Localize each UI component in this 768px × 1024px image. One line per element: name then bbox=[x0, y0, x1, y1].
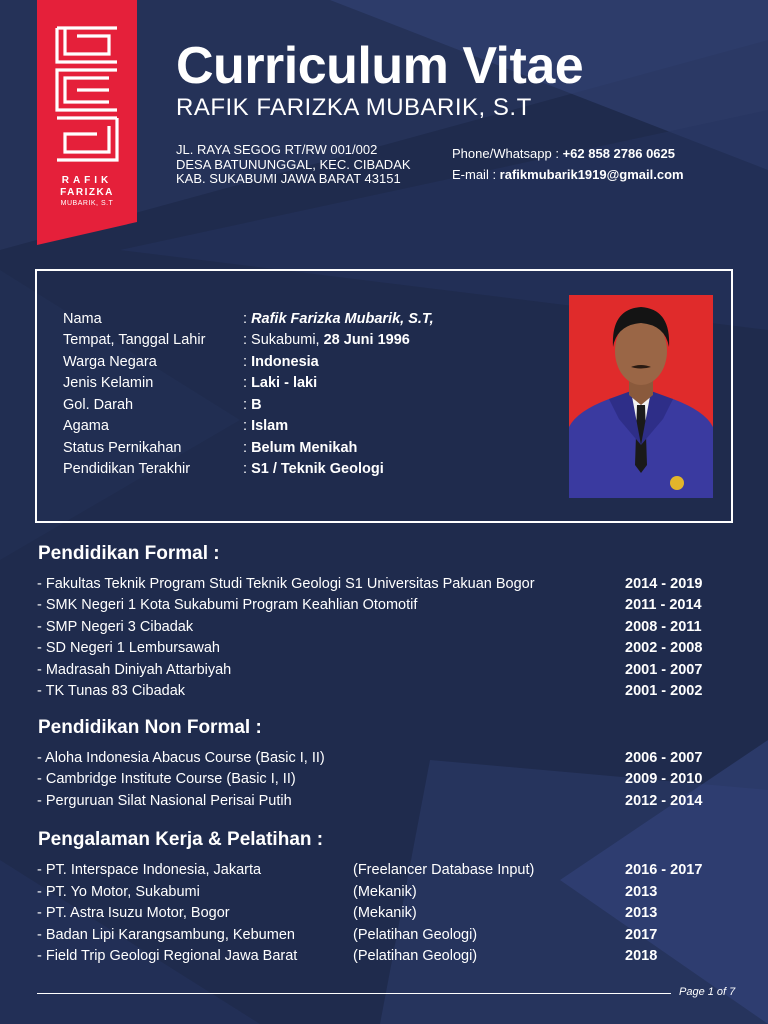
profile-label: Gol. Darah bbox=[63, 397, 134, 413]
logo-banner bbox=[37, 0, 137, 245]
profile-label: Jenis Kelamin bbox=[63, 375, 154, 391]
work-item: - PT. Interspace Indonesia, Jakarta (Freelancer Database Input) 2016 - 2017 bbox=[37, 862, 703, 878]
phone-label: Phone/Whatsapp : bbox=[452, 146, 563, 161]
profile-row-religion bbox=[63, 418, 563, 439]
work-item: - PT. Yo Motor, Sukabumi (Mekanik) 2013 bbox=[37, 884, 658, 900]
education-item: - SMP Negeri 3 Cibadak 2008 - 2011 bbox=[37, 619, 702, 635]
education-item: - SMK Negeri 1 Kota Sukabumi Program Keahlian Otomotif 2011 - 2014 bbox=[37, 597, 702, 613]
phone-line bbox=[452, 143, 684, 164]
profile-label: Warga Negara bbox=[63, 354, 157, 370]
profile-value: : Belum Menikah bbox=[243, 440, 358, 456]
profile-value: : Indonesia bbox=[243, 354, 319, 370]
email-label: E-mail : bbox=[452, 167, 500, 182]
logo-text-middle: FARIZKA bbox=[60, 187, 114, 198]
page-title: Curriculum Vitae bbox=[176, 37, 584, 95]
logo-text-last: MUBARIK, S.T bbox=[60, 200, 114, 207]
page-number: Page 1 of 7 bbox=[679, 986, 736, 998]
section-title-work: Pengalaman Kerja & Pelatihan : bbox=[38, 829, 324, 850]
work-item: - PT. Astra Isuzu Motor, Bogor (Mekanik) 2013 bbox=[37, 905, 658, 921]
course-item: - Perguruan Silat Nasional Perisai Putih 2012 - 2014 bbox=[37, 793, 703, 809]
education-item: - Fakultas Teknik Program Studi Teknik Geologi S1 Universitas Pakuan Bogor 2014 - 2019 bbox=[37, 576, 703, 592]
profile-box bbox=[35, 269, 733, 523]
profile-row-marital-status bbox=[63, 440, 563, 461]
footer-divider bbox=[37, 993, 671, 994]
course-item: - Cambridge Institute Course (Basic I, II) 2009 - 2010 bbox=[37, 771, 703, 787]
phone-value: +62 858 2786 0625 bbox=[562, 146, 675, 161]
logo-text-first: RAFIK bbox=[61, 175, 113, 186]
education-item: - TK Tunas 83 Cibadak 2001 - 2002 bbox=[37, 683, 703, 699]
profile-row-nationality bbox=[63, 354, 563, 375]
address-line: KAB. SUKABUMI JAWA BARAT 43151 bbox=[176, 171, 401, 186]
section-title-formal: Pendidikan Formal : bbox=[38, 543, 220, 564]
course-item: - Aloha Indonesia Abacus Course (Basic I, II) 2006 - 2007 bbox=[37, 750, 703, 766]
profile-label: Status Pernikahan bbox=[63, 440, 182, 456]
work-item: - Field Trip Geologi Regional Jawa Barat (Pelatihan Geologi) 2018 bbox=[37, 948, 658, 964]
profile-row-gender bbox=[63, 375, 563, 396]
profile-label: Nama bbox=[63, 311, 102, 327]
education-item: - Madrasah Diniyah Attarbiyah 2001 - 2007 bbox=[37, 662, 703, 678]
address-line: DESA BATUNUNGGAL, KEC. CIBADAK bbox=[176, 156, 411, 172]
work-item: - Badan Lipi Karangsambung, Kebumen (Pelatihan Geologi) 2017 bbox=[37, 927, 658, 943]
email-line bbox=[452, 164, 684, 185]
section-title-nonformal: Pendidikan Non Formal : bbox=[38, 717, 262, 738]
logo-mark bbox=[37, 0, 137, 245]
profile-row-name bbox=[63, 311, 563, 332]
education-item: - SD Negeri 1 Lembursawah 2002 - 2008 bbox=[37, 640, 703, 656]
profile-row-birth bbox=[63, 332, 563, 353]
profile-value: : Laki - laki bbox=[243, 375, 318, 391]
profile-label: Tempat, Tanggal Lahir bbox=[63, 332, 206, 348]
profile-row-blood-type bbox=[63, 397, 563, 418]
person-name-heading: RAFIK FARIZKA MUBARIK, S.T bbox=[176, 94, 532, 121]
address-block bbox=[176, 143, 411, 187]
profile-label: Pendidikan Terakhir bbox=[63, 461, 191, 477]
address-line: JL. RAYA SEGOG RT/RW 001/002 bbox=[176, 142, 378, 157]
profile-value: : Rafik Farizka Mubarik, S.T, bbox=[243, 311, 434, 327]
profile-row-education bbox=[63, 461, 563, 482]
email-value: rafikmubarik1919@gmail.com bbox=[499, 167, 684, 182]
profile-value: : S1 / Teknik Geologi bbox=[243, 461, 384, 477]
contact-block bbox=[452, 143, 684, 185]
profile-photo bbox=[569, 295, 713, 498]
profile-label: Agama bbox=[63, 418, 109, 434]
profile-value: : B bbox=[243, 397, 262, 413]
profile-value: : Sukabumi, 28 Juni 1996 bbox=[243, 332, 410, 348]
profile-value: : Islam bbox=[243, 418, 289, 434]
